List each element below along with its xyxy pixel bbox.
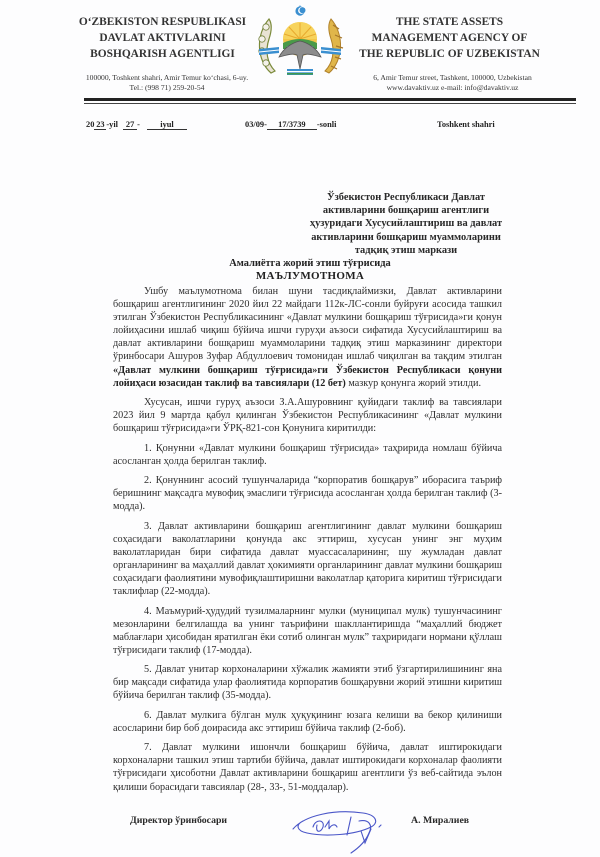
year-value: 23 <box>96 120 105 129</box>
list-item: 2. Қонуннинг асосий тушунчаларида “корпоратив бошқарув” иборасига таъриф беришнинг мақсадга мувофиқ эмаслиги тўғрисида асосланган ҳолда берилган таклиф (3-модда). <box>113 475 502 513</box>
list-item: 1. Қонунни «Давлат мулкини бошқариш тўғрисида» таҳририда номлаш бўйича асосланган ҳолда берилган таклиф. <box>113 442 502 467</box>
addressee-line: тадқиқ этиш маркази <box>354 244 458 256</box>
list-item: 6. Давлат мулкига бўлган мулк ҳуқуқининг юзага келиши ва бекор қилиниши асосларини бир боб доирасида акс эттириш бўйича таклиф (2-боб). <box>113 709 502 734</box>
intro-paragraph <box>113 285 502 390</box>
addressee-line: активларини бошқариш муаммоларини <box>311 231 501 243</box>
letterhead-right-line: MANAGEMENT AGENCY OF <box>371 32 528 44</box>
document-subtitle: Амалиётга жорий этиш тўғрисида <box>229 258 391 269</box>
handwritten-signature-icon <box>285 803 405 857</box>
letterhead-right-line: THE REPUBLIC OF UZBEKISTAN <box>359 48 540 60</box>
city: Toshkent shahri <box>437 120 495 129</box>
letterhead-divider <box>84 98 576 101</box>
number-prefix: 03/09- <box>245 120 267 129</box>
number-value: 17/3739 <box>267 120 317 130</box>
year-label: -yil <box>106 120 119 129</box>
letterhead-left-line: O‘ZBEKISTON RESPUBLIKASI <box>78 16 247 28</box>
addressee-line: активларини бошқариш агентлиги <box>322 205 490 217</box>
second-paragraph: Хусусан, ишчи гуруҳ аъзоси З.А.Ашуровнинг қуйидаги таклиф ва тавсиялари 2023 йил 9 мартда қабул қилинган Ўзбекистон Республикасининг «Давлат мулкини бошқариш тўғрисида»ги ЎРҚ-821-сон Қонунига киритилди: <box>113 397 502 435</box>
letterhead-right-title <box>352 14 547 62</box>
document-body <box>113 285 502 800</box>
list-item: 7. Давлат мулкини ишончли бошқариш бўйича, давлат иштирокидаги корхоналарни ташкил этиш тартиби бўйича, давлат иштирокидаги корхоналар фаолияти тўғрисидаги ҳисоботни Давлат активларини бошқариш агентлиги ўз веб-сайтида эълон қилиши борасидаги тавсиялар (28-, 33-, 51-моддалар). <box>113 742 502 793</box>
year-prefix: 20 <box>86 120 95 129</box>
intro-text: Ушбу маълумотнома билан шуни тасдиқлаймизки, Давлат активларини бошқариш агентлигининг 2020 йил 22 майдаги 112к-ЛС-сонли буйруғи асосида ташкил этилган Ўзбекистон Республикасининг «Давлат мулкини бошқариш тўғрисида»ги қонун лойиҳасини ишлаб чиқиш бўйича ишчи гуруҳи аъзоси сифатида Хусусийлаштириш ва давлат активларини бошқариш муаммоларини тадқиқ этиш марказининг директори ўринбосари Ашуров Зуфар Абдуллоевич томонидан ишлаб чиқилган ва тақдим этилган <box>113 286 502 363</box>
document-title: МАЪЛУМОТНОМА <box>255 270 365 282</box>
letterhead-right-line: THE STATE ASSETS <box>395 16 504 28</box>
letterhead-left-line: BOSHQARISH AGENTLIGI <box>90 48 235 60</box>
signatory-position: Директор ўринбосари <box>130 815 228 826</box>
letterhead-left-title <box>70 14 255 62</box>
month-value: iyul <box>147 120 187 130</box>
web-email-line: www.davaktiv.uz e-mail: info@davaktiv.uz <box>386 83 519 92</box>
date-field <box>86 120 187 130</box>
addressee-line: Ўзбекистон Республикаси Давлат <box>326 192 486 203</box>
letterhead-divider-thin <box>84 103 576 104</box>
list-item: 5. Давлат унитар корхоналарини хўжалик жамияти этиб ўзгартирилишининг яна бир мақсади сифатида улар фаолиятида корпоратив бошқарувни жорий этишни киритиш бўйича берилган таклиф (35-модда). <box>113 664 502 702</box>
address-line: 6, Amir Temur street, Tashkent, 100000, Uzbekistan <box>373 73 532 82</box>
state-emblem-icon <box>249 3 351 83</box>
day-value: 27 <box>123 120 137 130</box>
day-separator: - <box>137 120 140 129</box>
list-item: 4. Маъмурий-ҳудудий тузилмаларнинг мулки (муниципал мулк) тушунчасининг мезонларини белгилашда ва унинг таърифини шакллантиришда “маҳаллий бюджет маблағлари ҳисобидан яратилган ёки сотиб олинган мулк” таҳриридаги нормани қўллаш тўғрисидаги таклиф (17-модда). <box>113 605 502 656</box>
address-line: 100000, Toshkent shahri, Amir Temur ko‘chasi, 6-uy. <box>85 73 249 82</box>
letterhead-left-address <box>72 73 262 93</box>
intro-text-end: мазкур қонунга жорий этилди. <box>345 377 482 389</box>
addressee-block <box>290 191 522 257</box>
intro-bold-text: «Давлат мулкини бошқариш тўғрисида»ги Ўзбекистон Республикаси қонуни лойиҳаси юзасидан таклиф ва тавсиялари (12 бет) <box>113 364 502 389</box>
list-item: 3. Давлат активларини бошқариш агентлигининг давлат мулкини бошқариш соҳасидаги ваколатларини қонунда акс эттириш, хусусан унинг энг муҳим ваколатларидан бири сифатида давлат муассасаларининг, шу жумладан давлат органларининг ва маҳаллий давлат ҳокимияти органларининг давлат мулкини бошқариш соҳасидаги фаолиятини мувофиқлаштиришни ваколатлар қаторига киритиш тўғрисидаги таклифлар (22-модда). <box>113 520 502 598</box>
letterhead-left-line: DAVLAT AKTIVLARINI <box>99 32 226 44</box>
signatory-name: А. Миралиев <box>411 815 470 826</box>
number-suffix: -sonli <box>316 120 337 129</box>
phone-line: Tel.: (998 71) 259-20-54 <box>129 83 205 92</box>
addressee-line: ҳузуридаги Хусусийлаштириш ва давлат <box>309 218 503 230</box>
reference-number <box>245 120 336 130</box>
letterhead-right-address <box>345 73 560 93</box>
